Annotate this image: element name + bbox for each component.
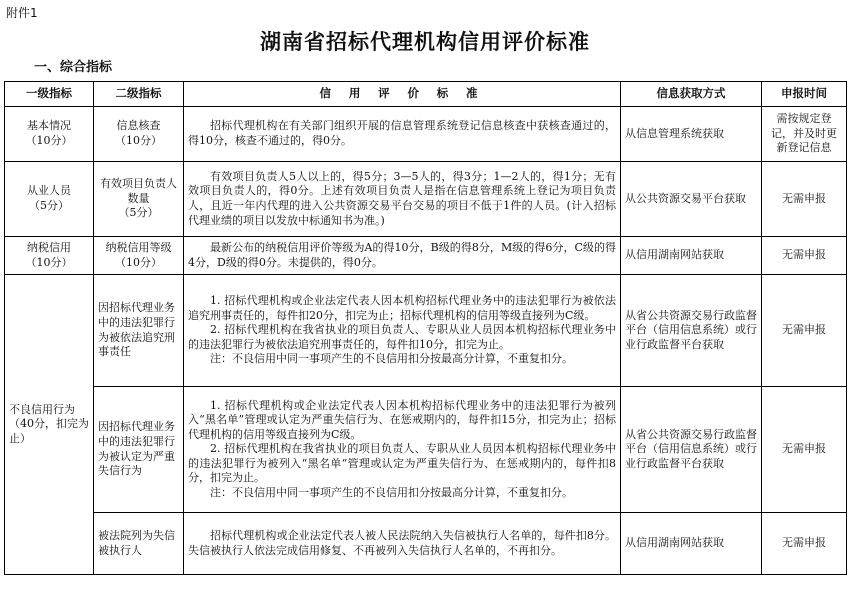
report-time-cell: 无需申报 <box>762 275 847 387</box>
level2-name: 纳税信用等级 <box>105 240 172 254</box>
table-row <box>5 275 847 387</box>
table-row <box>5 162 847 237</box>
criteria-cell <box>184 513 621 575</box>
level2-cell: 因招标代理业务中的违法犯罪行为被认定为严重失信行为 <box>94 387 184 513</box>
level1-score: （10分） <box>25 255 73 269</box>
table-row <box>5 237 847 275</box>
level1-score: （5分） <box>29 199 69 212</box>
header-level1: 一级指标 <box>5 82 94 107</box>
level1-name: 基本情况 <box>27 119 71 133</box>
level1-cell <box>5 162 94 237</box>
level2-score: （10分） <box>115 134 162 147</box>
level1-score: （10分） <box>25 134 73 147</box>
header-source: 信息获取方式 <box>621 82 762 107</box>
annex-label: 附件1 <box>6 6 38 20</box>
criteria-text: 招标代理机构在有关部门组织开展的信息管理系统登记信息核查中获核查通过的，得10分，核查不通过的，得0分。 <box>188 119 616 147</box>
level1-name: 纳税信用 <box>27 240 71 254</box>
level1-cell <box>5 275 94 575</box>
source-cell: 从省公共资源交易行政监督平台（信用信息系统）或行业行政监督平台获取 <box>621 275 762 387</box>
criteria-item-2: 2. 招标代理机构在我省执业的项目负责人、专职从业人员因本机构招标代理业务中的违法犯罪行为被列入“黑名单”管理或认定为严重失信行为、在惩戒期内的，每件扣8分，扣完为止。 <box>188 442 616 485</box>
report-time-cell: 需按规定登记，并及时更新登记信息 <box>762 107 847 162</box>
criteria-cell <box>184 275 621 387</box>
header-criteria: 信 用 评 价 标 准 <box>184 82 621 107</box>
level2-name: 有效项目负责人数量 <box>100 177 177 205</box>
criteria-item-1: 1. 招标代理机构或企业法定代表人因本机构招标代理业务中的违法犯罪行为被依法追究刑事责任的，每件扣20分，扣完为止；招标代理机构的信用等级直接列为C级。 <box>188 294 616 322</box>
criteria-cell <box>184 162 621 237</box>
table-row <box>5 107 847 162</box>
criteria-cell <box>184 107 621 162</box>
criteria-cell <box>184 237 621 275</box>
level2-cell: 被法院列为失信被执行人 <box>94 513 184 575</box>
criteria-item-2: 2. 招标代理机构在我省执业的项目负责人、专职从业人员因本机构招标代理业务中的违法犯罪行为被依法追究刑事责任的，每件扣10分，扣完为止。 <box>188 323 616 351</box>
level1-name: 不良信用行为 <box>9 402 75 416</box>
level1-score: （40分，扣完为止） <box>9 417 89 445</box>
table-row <box>5 387 847 513</box>
criteria-text: 最新公布的纳税信用评价等级为A的得10分，B级的得8分，M级的得6分，C级的得4分，D级的得0分。未提供的，得0分。 <box>188 240 616 269</box>
criteria-note: 注：不良信用中同一事项产生的不良信用扣分按最高分计算，不重复扣分。 <box>210 485 573 499</box>
table-row <box>5 513 847 575</box>
header-report-time: 申报时间 <box>762 82 847 107</box>
level2-cell <box>94 107 184 162</box>
report-time-cell: 无需申报 <box>762 513 847 575</box>
level1-cell <box>5 107 94 162</box>
criteria-cell <box>184 387 621 513</box>
source-cell: 从公共资源交易平台获取 <box>621 162 762 237</box>
page-title: 湖南省招标代理机构信用评价标准 <box>260 30 590 54</box>
criteria-text: 招标代理机构或企业法定代表人被人民法院纳入失信被执行人名单的，每件扣8分。失信被执行人依法完成信用修复、不再被列入失信执行人名单的，不再扣分。 <box>188 528 616 557</box>
source-cell: 从信息管理系统获取 <box>621 107 762 162</box>
source-cell: 从省公共资源交易行政监督平台（信用信息系统）或行业行政监督平台获取 <box>621 387 762 513</box>
criteria-text: 有效项目负责人5人以上的，得5分；3—5人的，得3分；1—2人的，得1分；无有效项目负责人的，得0分。上述有效项目负责人是指在信息管理系统上登记为项目负责人，且近一年内代理的进入公共资源交易平台交易的项目不低于1件的人员。(计入招标代理业绩的项目以发放中标通知书为准。) <box>188 169 616 227</box>
table-header-row <box>5 82 847 107</box>
evaluation-table <box>4 81 847 575</box>
level2-name: 信息核查 <box>116 119 161 133</box>
section-heading: 一、综合指标 <box>34 60 113 75</box>
report-time-cell: 无需申报 <box>762 387 847 513</box>
level1-cell <box>5 237 94 275</box>
level2-cell <box>94 162 184 237</box>
source-cell: 从信用湖南网站获取 <box>621 513 762 575</box>
source-cell: 从信用湖南网站获取 <box>621 237 762 275</box>
report-time-cell: 无需申报 <box>762 237 847 275</box>
header-level2: 二级指标 <box>94 82 184 107</box>
level2-cell: 因招标代理业务中的违法犯罪行为被依法追究刑事责任 <box>94 275 184 387</box>
level2-score: （5分） <box>118 206 159 220</box>
level2-cell <box>94 237 184 275</box>
level2-score: （10分） <box>115 255 162 269</box>
criteria-item-1: 1. 招标代理机构或企业法定代表人因本机构招标代理业务中的违法犯罪行为被列入“黑名单”管理或认定为严重失信行为、在惩戒期内的，每件扣15分，扣完为止；招标代理机构的信用等级直接列为C级。 <box>188 398 616 441</box>
criteria-note: 注：不良信用中同一事项产生的不良信用扣分按最高分计算，不重复扣分。 <box>210 352 573 366</box>
report-time-cell: 无需申报 <box>762 162 847 237</box>
level1-name: 从业人员 <box>27 184 71 198</box>
